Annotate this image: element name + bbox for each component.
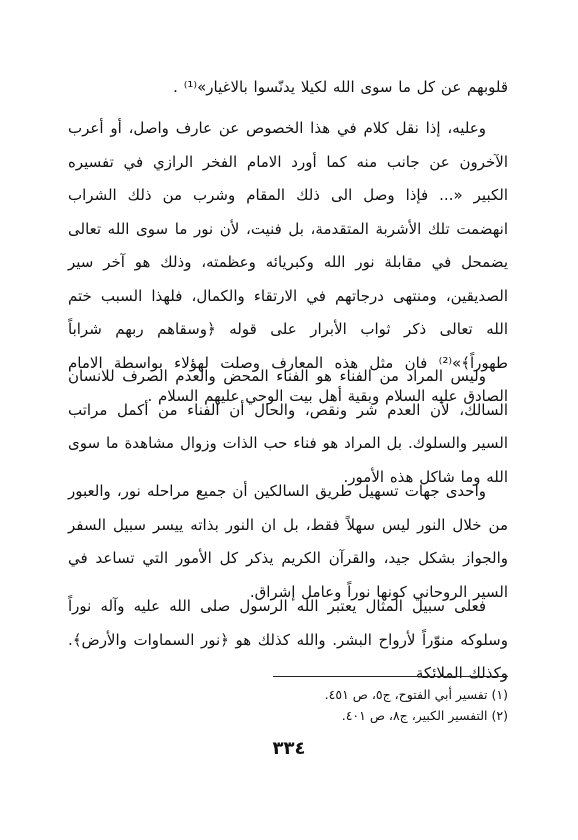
footnotes [68,684,508,726]
paragraph-4: واحدى جهات تسهيل طريق السالكين أن جميع مراحله نور، والعبور من خلال النور ليس سهلاً فقط، بل ان النور بذاته ييسر سبيل السفر والجواز بشكل جيد، والقرآن الكريم يذكر كل الأمور التي تساعد في السير الروحاني كونها نوراً وعامل إشراق. [68,482,508,601]
paragraph-block-3 [68,360,508,494]
paragraph-continuation [68,71,508,105]
footnote-2: (٢) التفسير الكبير، ج٨، ص ٤٠١. [341,708,508,723]
paragraph-block-4 [68,475,508,609]
footnote-1: (١) تفسير أبي الفتوح، ج٥، ص ٤٥١. [324,687,508,702]
page-number: ٣٣٤ [272,738,306,759]
paragraph-1: قلوبهم عن كل ما سوى الله لكيلا يدنّسوا بالاغيار»⁽¹⁾ . [173,78,508,96]
footnote-divider [273,676,508,677]
paragraph-5: فعلى سبيل المثال يعتبر الله الرسول صلى الله عليه وآله نوراً وسلوكه منوّراً لأرواح البشر. والله كذلك هو ﴿نور السماوات والأرض﴾. وكذلك الملائكة [68,597,508,682]
paragraph-2: وعليه، إذا نقل كلام في هذا الخصوص عن عارف واصل، أو أعرب الآخرون عن جانب منه كما أورد الامام الفخر الرازي في تفسيره الكبير «... فإذا وصل الى ذلك المقام وشرب من ذلك الشراب انهضمت تلك الأشربة المتقدمة، بل فنيت، لأن نور ما سوى الله تعالى يضمحل في مقابلة نور الله وكبريائه وعظمته، وذلك هو آخر سير الصديقين، ومنتهى درجاتهم في الارتقاء والكمال، فلهذا السبب ختم الله تعالى ذكر ثواب الأبرار على قوله ﴿وسقاهم ربهم شراباً طهوراً﴾»⁽²⁾ فان مثل هذه المعارف وصلت لهؤلاء بواسطة الامام الصادق عليه السلام وبقية أهل بيت الوحي عليهم السلام . [68,119,508,405]
paragraph-3: وليس المراد من الفناء هو الفناء المحض والعدم الصرف للانسان السالك، لأن العدم شر ونقص، والحال أن الفناء من أكمل مراتب السير والسلوك. بل المراد هو فناء حب الذات وزوال مشاهدة ما سوى الله وما شاكل هذه الأمور. [68,367,508,486]
